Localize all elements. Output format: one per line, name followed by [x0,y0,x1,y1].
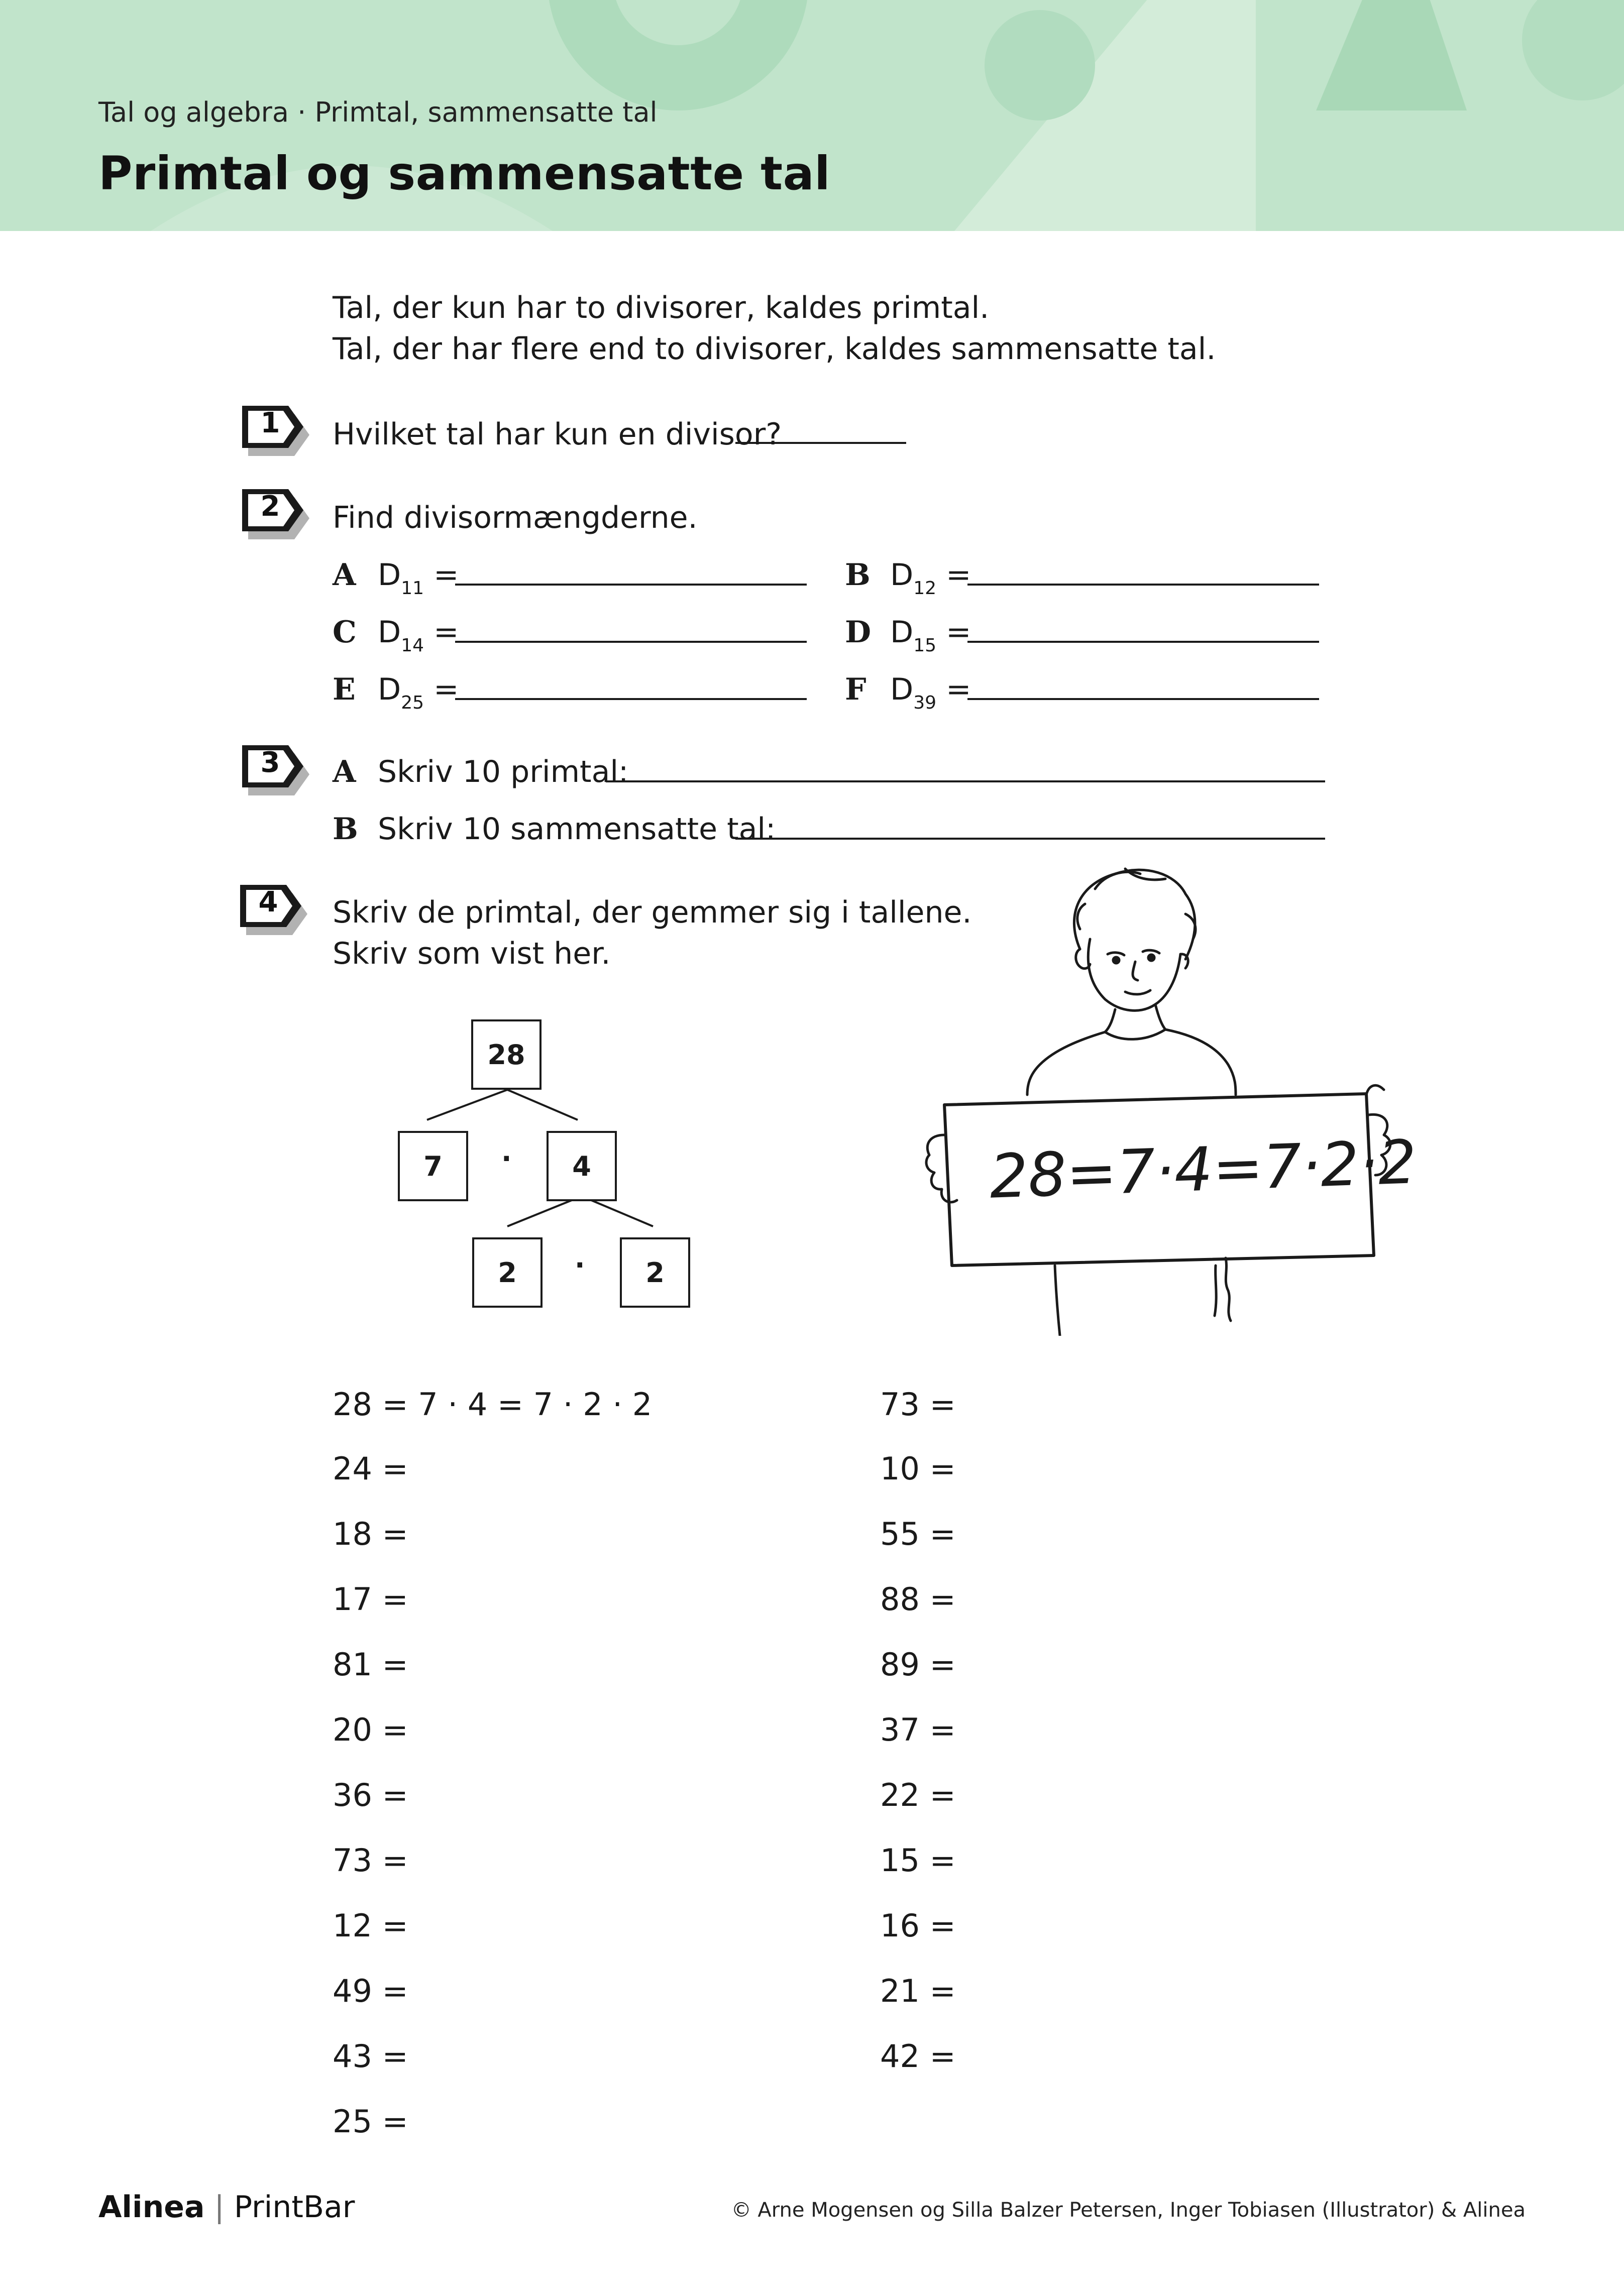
task-3-badge [238,741,308,796]
multiply-dot: · [575,1249,585,1281]
task-2-badge [238,485,308,540]
equation-left: 73 = [333,1842,408,1879]
sign-text: 28=7·4=7·2·2 [988,1127,1418,1212]
item-letter: E [333,672,356,707]
tree-node-right: 4 [547,1131,617,1201]
divisor-set-label: $D_{11}$ = [378,557,459,599]
answer-line[interactable] [606,780,1325,782]
equation-right: 55 = [880,1516,956,1552]
equation-left: 20 = [333,1711,408,1748]
answer-line[interactable] [735,838,1325,840]
breadcrumb: Tal og algebra · Primtal, sammensatte tal [98,96,658,128]
task-number: 2 [260,490,280,523]
tree-node-root: 28 [471,1019,542,1090]
item-letter: A [333,557,356,593]
task-number: 1 [260,407,280,439]
page-title: Primtal og sammensatte tal [98,147,831,200]
illustration-drawing [914,854,1396,1336]
item-letter: C [333,615,357,650]
equation-left: 81 = [333,1646,408,1683]
equation-right: 10 = [880,1450,956,1487]
equation-left: 49 = [333,1973,408,2009]
divisor-set-label: $D_{25}$ = [378,672,459,713]
task-1-badge [238,402,308,457]
equation-right: 22 = [880,1777,956,1813]
task-number: 4 [258,886,278,919]
item-letter: B [333,812,358,847]
equation-right: 88 = [880,1581,956,1618]
item-letter: B [845,557,871,593]
footer-brand [98,2190,355,2225]
tree-node-left: 7 [398,1131,468,1201]
page-header [0,0,1624,231]
equation-left: 36 = [333,1777,408,1813]
equation-right: 21 = [880,1973,956,2009]
equation-left: 43 = [333,2038,408,2075]
equation-left: 17 = [333,1581,408,1618]
answer-line[interactable] [967,584,1319,586]
task-4-line-2: Skriv som vist her. [333,936,611,971]
answer-line[interactable] [455,698,807,700]
equation-left: 25 = [333,2103,408,2140]
divisor-set-label: $D_{15}$ = [890,615,971,656]
item-letter: F [845,672,867,707]
factor-tree [392,1019,703,1321]
example-equation: 28 = 7 · 4 = 7 · 2 · 2 [333,1386,653,1423]
equation-right: 16 = [880,1907,956,1944]
intro-line-2: Tal, der har flere end to divisorer, kaldes sammensatte tal. [333,331,1216,367]
task-3b-text: Skriv 10 sammensatte tal: [378,812,776,847]
footer-copyright: © Arne Mogensen og Silla Balzer Petersen, Inger Tobiasen (Illustrator) & Alinea [731,2199,1526,2222]
task-1-question: Hvilket tal har kun en divisor? [333,417,782,452]
task-2-instruction: Find divisormængderne. [333,500,698,535]
equation-left: 12 = [333,1907,408,1944]
brand-alinea: Alinea [98,2190,205,2225]
equation-right: 15 = [880,1842,956,1879]
answer-line[interactable] [455,641,807,643]
answer-line[interactable] [455,584,807,586]
person-holding-sign-illustration [914,854,1418,1336]
equation-left: 24 = [333,1450,408,1487]
multiply-dot: · [501,1143,512,1175]
equation-right: 42 = [880,2038,956,2075]
equation-right: 73 = [880,1386,956,1423]
brand-printbar: PrintBar [234,2190,355,2225]
divisor-set-label: $D_{39}$ = [890,672,971,713]
brand-separator: | [214,2190,225,2225]
intro-line-1: Tal, der kun har to divisorer, kaldes primtal. [333,290,990,325]
equation-right: 37 = [880,1711,956,1748]
answer-line[interactable] [967,698,1319,700]
task-3a-text: Skriv 10 primtal: [378,754,629,789]
equation-right: 89 = [880,1646,956,1683]
divisor-set-label: $D_{12}$ = [890,557,971,599]
task-4-badge [236,881,306,936]
item-letter: A [333,754,356,789]
item-letter: D [845,615,872,650]
answer-line[interactable] [967,641,1319,643]
equation-left: 18 = [333,1516,408,1552]
task-4-line-1: Skriv de primtal, der gemmer sig i tallene. [333,895,972,930]
task-number: 3 [260,746,280,779]
answer-line[interactable] [735,442,906,444]
tree-node-leaf-1: 2 [472,1237,543,1308]
tree-node-leaf-2: 2 [620,1237,690,1308]
divisor-set-label: $D_{14}$ = [378,615,459,656]
